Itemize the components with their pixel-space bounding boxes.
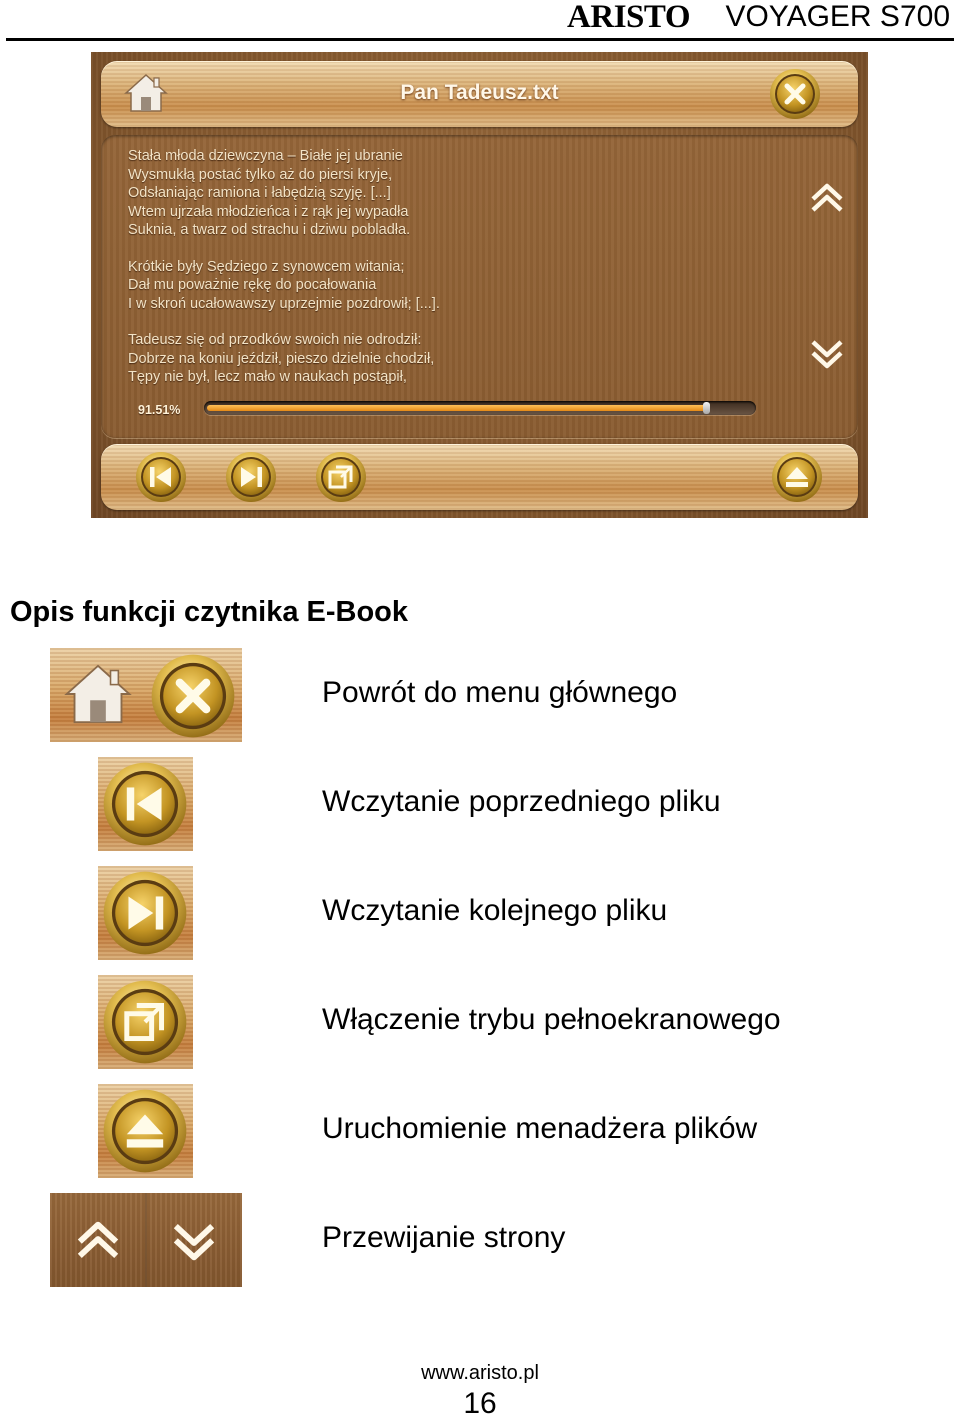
close-icon[interactable]: [769, 68, 821, 120]
description-text: Przewijanie strony: [322, 1221, 566, 1254]
eject-icon: [102, 1088, 188, 1174]
previous-file-icon-tile: [98, 757, 193, 851]
reading-progress-bar[interactable]: [204, 401, 756, 415]
description-text: Wczytanie poprzedniego pliku: [322, 785, 721, 818]
ebook-reader-screen: [91, 52, 868, 518]
eject-icon[interactable]: [771, 451, 823, 503]
previous-file-icon: [102, 761, 188, 847]
scroll-icons-tile: [50, 1193, 242, 1287]
text-line: Wysmukłą postać tylko aż do piersi kryje,: [128, 166, 393, 183]
text-line: Suknia, a twarz od strachu i dziwu pobladła.: [128, 222, 411, 238]
text-line: Tępy nie był, lecz mało w naukach postąpił,: [128, 369, 407, 385]
text-line: Odsłaniając ramiona i łabędzią szyję. [...]: [128, 185, 391, 201]
header-rule: [6, 38, 954, 41]
text-line: Dał mu poważnie rękę do pocałowania: [128, 277, 377, 293]
text-line: Stała młoda dziewczyna – Białe jej ubranie: [128, 148, 403, 164]
page-number: 16: [463, 1387, 497, 1420]
stanza: [128, 331, 778, 387]
next-file-icon[interactable]: [225, 451, 277, 503]
stanza: [128, 147, 778, 240]
home-icon: [62, 661, 134, 727]
double-chevron-up-icon[interactable]: [807, 177, 847, 217]
description-text: Wczytanie kolejnego pliku: [322, 894, 668, 927]
file-title: Pan Tadeusz.txt: [400, 81, 559, 104]
reader-title-bar: [101, 61, 858, 127]
page-header: [0, 0, 960, 40]
brand-logo: ARISTO: [567, 0, 690, 35]
close-icon: [150, 653, 236, 739]
text-line: Dobrze na koniu jeździł, pieszo dzielnie chodził,: [128, 350, 435, 367]
fullscreen-icon-tile: [98, 975, 193, 1069]
double-chevron-down-icon[interactable]: [807, 335, 847, 375]
progress-fill: [207, 405, 707, 411]
description-text: Uruchomienie menadżera plików: [322, 1112, 758, 1145]
text-line: Tadeusz się od przodków swoich nie odrodził:: [128, 332, 422, 348]
footer-url[interactable]: www.aristo.pl: [421, 1362, 539, 1384]
double-chevron-down-icon: [168, 1217, 220, 1269]
home-close-icon-tile: [50, 648, 242, 742]
text-line: Wtem ujrzała młodzieńca i z rąk jej wypadła: [128, 203, 409, 220]
tile-divider: [145, 1193, 147, 1287]
progress-handle[interactable]: [703, 402, 710, 414]
previous-file-icon[interactable]: [135, 451, 187, 503]
description-text: Powrót do menu głównego: [322, 676, 678, 709]
double-chevron-up-icon: [72, 1213, 124, 1265]
book-text-panel[interactable]: [101, 135, 858, 438]
text-line: I w skroń ucałowawszy uprzejmie pozdrowił; [...].: [128, 295, 440, 312]
stanza: [128, 258, 778, 314]
eject-icon-tile: [98, 1084, 193, 1178]
description-text: Włączenie trybu pełnoekranowego: [322, 1003, 781, 1036]
next-file-icon: [102, 870, 188, 956]
next-file-icon-tile: [98, 866, 193, 960]
book-text: [128, 147, 778, 405]
fullscreen-icon[interactable]: [315, 451, 367, 503]
progress-percent: 91.51%: [138, 403, 181, 417]
section-title: Opis funkcji czytnika E-Book: [10, 596, 409, 628]
fullscreen-icon: [102, 979, 188, 1065]
text-line: Krótkie były Sędziego z synowcem witania;: [128, 258, 405, 275]
reader-bottom-bar: [101, 444, 858, 510]
model-name: VOYAGER S700: [725, 0, 950, 33]
